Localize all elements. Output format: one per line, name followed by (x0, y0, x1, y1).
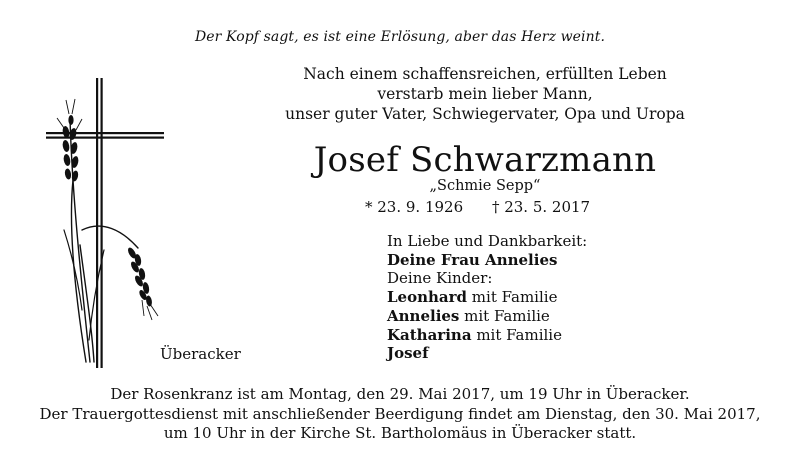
mourner-line (387, 344, 587, 363)
mourner-line (387, 288, 587, 307)
mourner-suffix: mit Familie (467, 288, 558, 307)
intro-line: verstarb mein lieber Mann, (377, 85, 593, 103)
mourner-line (387, 269, 587, 288)
mourners-list (387, 232, 587, 363)
life-dates (365, 198, 590, 216)
birth-date: * 23. 9. 1926 (365, 198, 464, 216)
intro-line: unser guter Vater, Schwiegervater, Opa und Uropa (285, 105, 685, 123)
death-date: † 23. 5. 2017 (491, 198, 591, 216)
deceased-name: Josef Schwarzmann (313, 140, 657, 180)
service-line: Der Trauergottesdienst mit anschließender Beerdigung findet am Dienstag, den 30. Mai 2017, (39, 404, 761, 423)
mourner-name: Annelies (387, 306, 460, 325)
deceased-nickname: „Schmie Sepp“ (429, 178, 541, 194)
service-line: um 10 Uhr in der Kirche St. Bartholomäus in Überacker statt. (163, 424, 637, 442)
mourner-suffix: Deine Kinder: (387, 269, 493, 288)
mourner-line (387, 307, 587, 326)
mourner-suffix: mit Familie (471, 325, 562, 344)
intro-line: Nach einem schaffensreichen, erfüllten Leben (303, 65, 667, 83)
motto-quote: Der Kopf sagt, es ist eine Erlösung, aber das Herz weint. (194, 29, 606, 45)
mourner-suffix: mit Familie (459, 306, 550, 325)
mourner-name: Josef (387, 344, 429, 363)
mourner-line (387, 326, 587, 345)
service-line: Der Rosenkranz ist am Montag, den 29. Mai 2017, um 19 Uhr in Überacker. (110, 385, 690, 403)
cross-with-wheat-icon (42, 70, 172, 370)
mourner-name: Deine Frau Annelies (387, 250, 558, 269)
mourner-name: Katharina (387, 325, 472, 344)
intro-text (270, 64, 700, 124)
mourners-heading: In Liebe und Dankbarkeit: (387, 232, 588, 250)
mourner-name: Leonhard (387, 288, 468, 307)
mourner-line (387, 251, 587, 270)
service-info (0, 385, 800, 444)
place-name: Überacker (160, 345, 241, 363)
